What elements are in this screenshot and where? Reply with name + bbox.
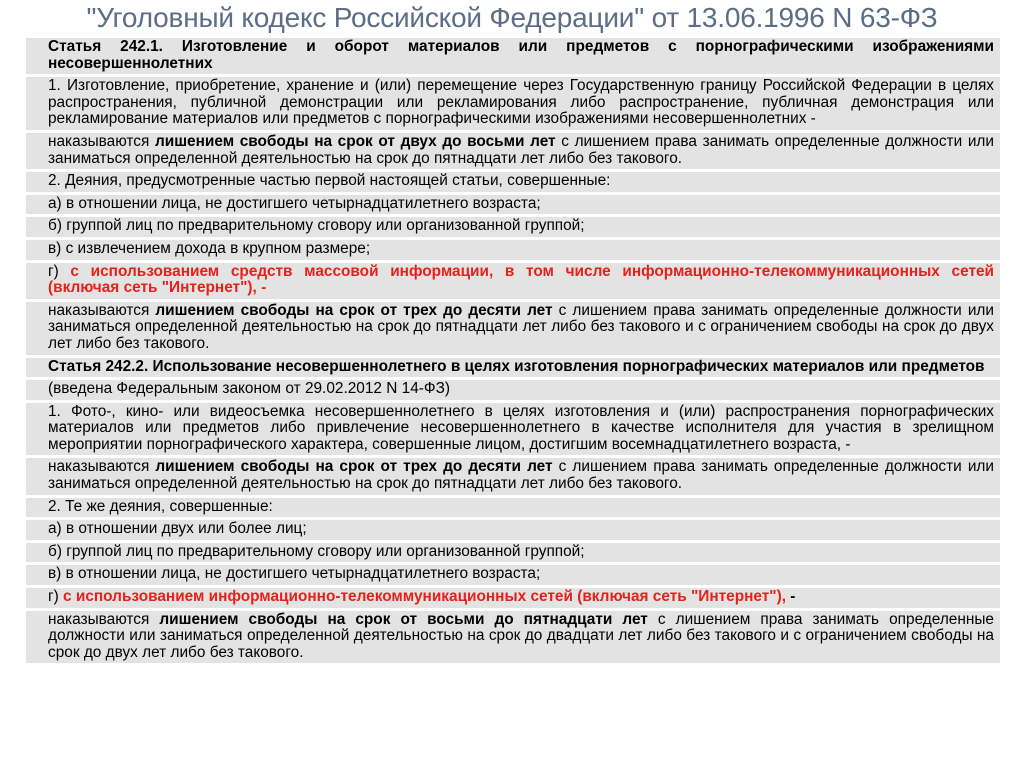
paragraph: 2. Те же деяния, совершенные: xyxy=(26,498,1000,518)
paragraph: (введена Федеральным законом от 29.02.2012 N 14-ФЗ) xyxy=(26,380,1000,400)
article-heading: Статья 242.1. Изготовление и оборот материалов или предметов с порнографическими изображениями несовершеннолетних xyxy=(26,38,1000,74)
page-title: "Уголовный кодекс Российской Федерации" от 13.06.1996 N 63-ФЗ xyxy=(86,2,938,33)
penalty-paragraph xyxy=(26,611,1000,664)
article-heading: Статья 242.2. Использование несовершеннолетнего в целях изготовления порнографических материалов или предметов xyxy=(26,358,1000,378)
penalty-prefix: наказываются xyxy=(48,132,155,150)
penalty-term: лишением свободы на срок от восьми до пятнадцати лет xyxy=(159,610,648,628)
penalty-paragraph xyxy=(26,458,1000,494)
paragraph: а) в отношении лица, не достигшего четырнадцатилетнего возраста; xyxy=(26,195,1000,215)
penalty-term: лишением свободы на срок от трех до десяти лет xyxy=(155,301,553,319)
paragraph: 2. Деяния, предусмотренные частью первой настоящей статьи, совершенные: xyxy=(26,172,1000,192)
penalty-term: лишением свободы на срок от трех до десяти лет xyxy=(155,458,553,476)
penalty-prefix: наказываются xyxy=(48,610,160,628)
paragraph: а) в отношении двух или более лиц; xyxy=(26,520,1000,540)
item-marker: г) xyxy=(48,262,71,280)
penalty-rest: с лишением права занимать определенные должности или заниматься определенной деятельностью на срок до пятнадцати лет либо без такового. xyxy=(48,458,994,493)
penalty-rest: с лишением права занимать определенные должности или заниматься определенной деятельностью на срок до пятнадцати лет либо без такового и с ограничением свободы на срок до двух лет либо без такового. xyxy=(48,301,994,352)
penalty-prefix: наказываются xyxy=(48,458,156,476)
item-marker: г) xyxy=(48,588,64,606)
paragraph: б) группой лиц по предварительному сговору или организованной группой; xyxy=(26,217,1000,237)
penalty-term: лишением свободы на срок от двух до восьми лет xyxy=(154,132,556,150)
item-tail: - xyxy=(786,588,796,606)
document-body xyxy=(26,38,1000,666)
penalty-paragraph xyxy=(26,133,1000,169)
penalty-rest: с лишением права занимать определенные должности или заниматься определенной деятельностью на срок до пятнадцати лет либо без такового. xyxy=(48,132,994,167)
penalty-paragraph xyxy=(26,302,1000,355)
paragraph: б) группой лиц по предварительному сговору или организованной группой; xyxy=(26,543,1000,563)
highlighted-text: с использованием информационно-телекоммуникационных сетей (включая сеть "Интернет"), xyxy=(63,588,787,606)
paragraph: в) с извлечением дохода в крупном размере; xyxy=(26,240,1000,260)
penalty-rest: с лишением права занимать определенные должности или заниматься определенной деятельностью на срок до двадцати лет либо без такового и с ограничением свободы на срок до двух лет либо без такового. xyxy=(48,610,994,661)
highlighted-paragraph xyxy=(26,588,1000,608)
penalty-prefix: наказываются xyxy=(48,301,156,319)
paragraph: 1. Изготовление, приобретение, хранение и (или) перемещение через Государственную границу Российской Федерации в целях распространения, публичной демонстрации или рекламирования либо распространение, публичная демонстрация или рекламирование материалов или предметов с порнографическими изображениями несовершеннолетних - xyxy=(26,77,1000,130)
paragraph: 1. Фото-, кино- или видеосъемка несовершеннолетнего в целях изготовления и (или) распространения порнографических материалов или предметов либо привлечение несовершеннолетнего в качестве исполнителя для участия в зрелищном мероприятии порнографического характера, совершенные лицом, достигшим восемнадцатилетнего возраста, - xyxy=(26,403,1000,456)
highlighted-paragraph xyxy=(26,263,1000,299)
paragraph: в) в отношении лица, не достигшего четырнадцатилетнего возраста; xyxy=(26,565,1000,585)
highlighted-text: с использованием средств массовой информации, в том числе информационно-телекоммуникационных сетей (включая сеть "Интернет"), - xyxy=(48,262,995,297)
